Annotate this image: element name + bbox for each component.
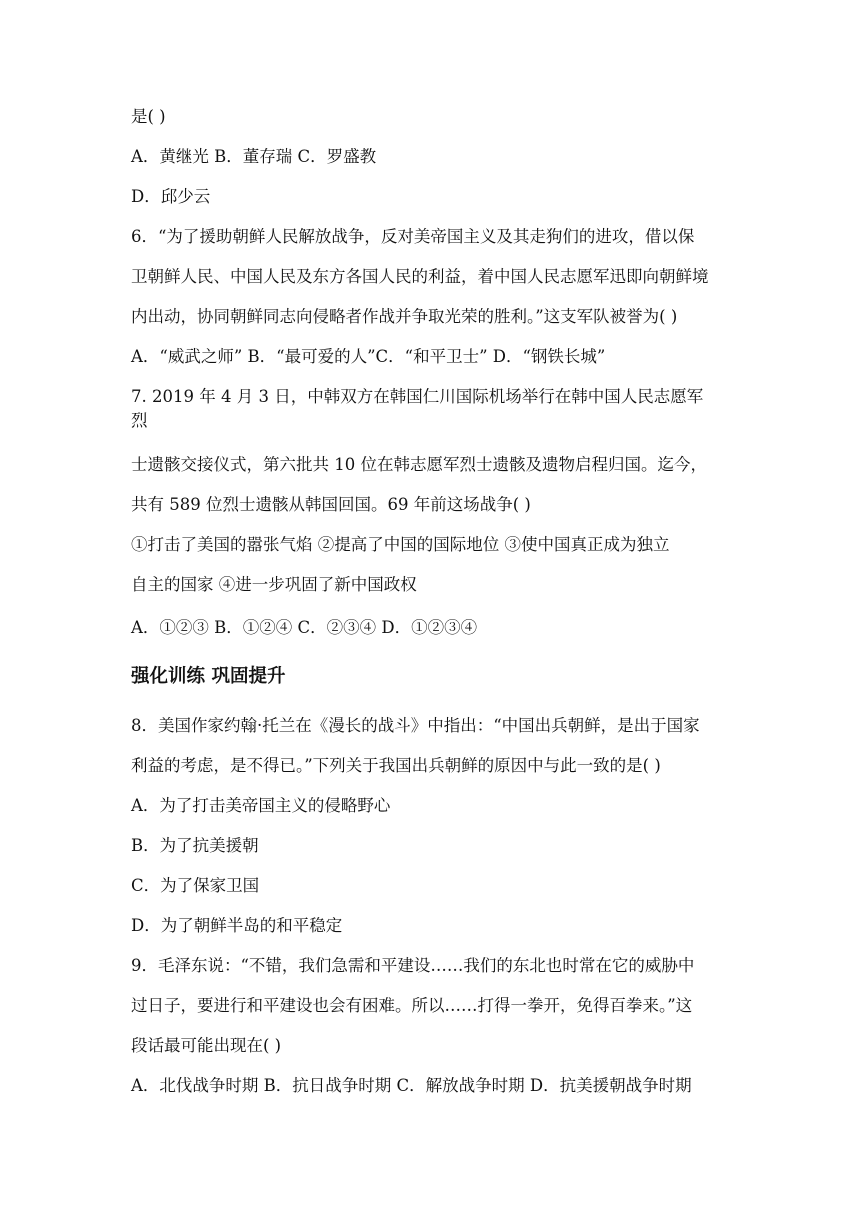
q8-option-d: D．为了朝鲜半岛的和平稳定 [131,916,343,935]
q6-line2: 卫朝鲜人民、中国人民及东方各国人民的利益，着中国人民志愿军迅即向朝鲜境 [131,267,709,286]
q7-line1-wrap: 烈 [131,411,148,430]
q9-line1: 9．毛泽东说：“不错，我们急需和平建设……我们的东北也时常在它的威胁中 [131,956,695,975]
q9-line2: 过日子，要进行和平建设也会有困难。所以……打得一拳开，免得百拳来。”这 [131,996,693,1015]
q7-options: A．①②③ B．①②④ C．②③④ D．①②③④ [131,618,478,637]
q8-option-b: B．为了抗美援朝 [131,836,259,855]
q9-line3: 段话最可能出现在( ) [131,1036,282,1055]
section-heading: 强化训练 巩固提升 [131,666,286,687]
q9-options: A．北伐战争时期 B．抗日战争时期 C．解放战争时期 D．抗美援朝战争时期 [131,1076,692,1095]
q5-option-d: D．邱少云 [131,187,211,206]
q5-tail: 是( ) [131,107,166,126]
q7-line1: 7. 2019 年 4 月 3 日，中韩双方在韩国仁川国际机场举行在韩中国人民志愿军 [131,387,704,406]
q6-options: A．“威武之师” B．“最可爱的人”C．“和平卫士” D．“钢铁长城” [131,347,606,366]
q7-statements-line1: ①打击了美国的嚣张气焰 ②提高了中国的国际地位 ③使中国真正成为独立 [131,535,670,554]
q7-line2: 士遗骸交接仪式，第六批共 10 位在韩志愿军烈士遗骸及遗物启程归国。迄今， [131,455,707,474]
q6-line3: 内出动，协同朝鲜同志向侵略者作战并争取光荣的胜利。”这支军队被誉为( ) [131,307,678,326]
q8-line1: 8．美国作家约翰·托兰在《漫长的战斗》中指出：“中国出兵朝鲜，是出于国家 [131,716,700,735]
q8-option-c: C．为了保家卫国 [131,876,260,895]
q7-statements-line2: 自主的国家 ④进一步巩固了新中国政权 [131,575,417,594]
q7-line3: 共有 589 位烈士遗骸从韩国回国。69 年前这场战争( ) [131,495,531,514]
q5-options-line1: A．黄继光 B．董存瑞 C．罗盛教 [131,147,377,166]
q8-line2: 利益的考虑，是不得已。”下列关于我国出兵朝鲜的原因中与此一致的是( ) [131,756,661,775]
q6-line1: 6．“为了援助朝鲜人民解放战争，反对美帝国主义及其走狗们的进攻，借以保 [131,227,695,246]
q8-option-a: A．为了打击美帝国主义的侵略野心 [131,796,391,815]
